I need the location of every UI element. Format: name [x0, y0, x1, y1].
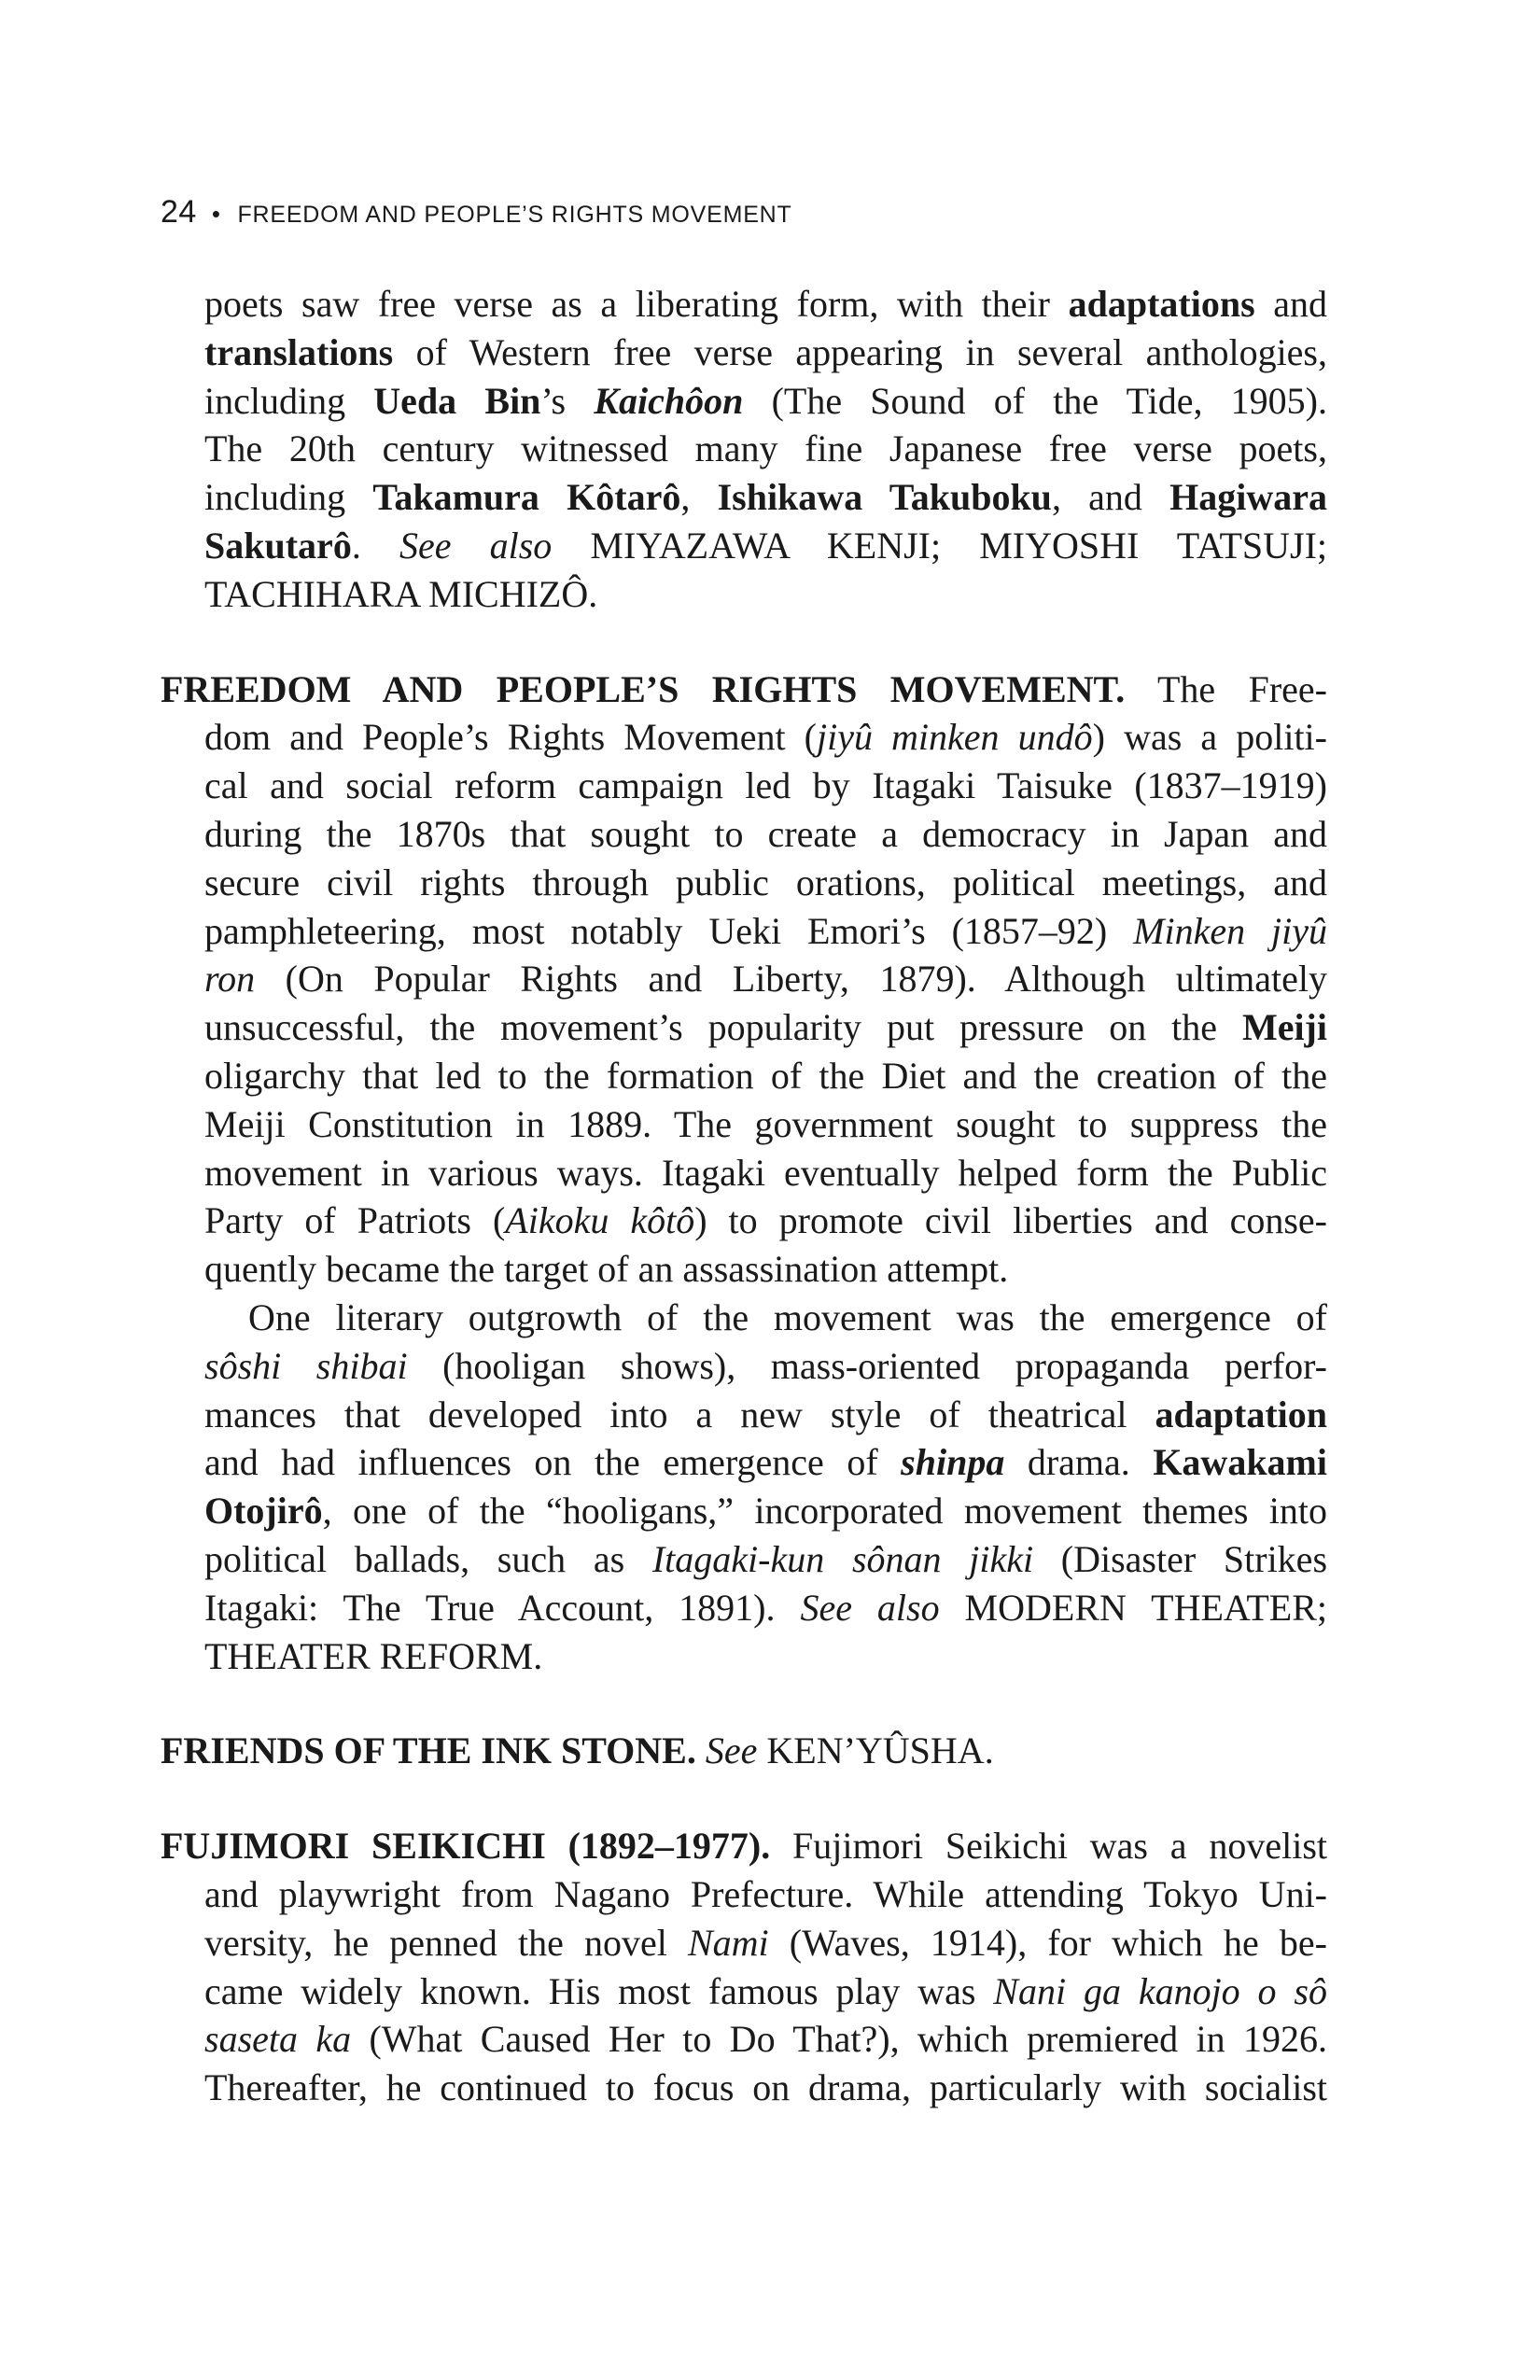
body-text: [161, 280, 1327, 2112]
page-number: 24: [161, 194, 197, 230]
text-line: Thereafter, he continued to focus on drama, particularly with socialist: [204, 2066, 1327, 2109]
text-line: TACHIHARA MICHIZÔ.: [204, 572, 598, 615]
entry-fujimori-seikichi: [161, 1822, 1327, 2112]
text-line: Itagaki: The True Account, 1891). See also MODERN THEATER;: [204, 1586, 1327, 1629]
text-line: movement in various ways. Itagaki eventually helped form the Public: [204, 1151, 1327, 1194]
entry-friends-of-the-ink-stone: [161, 1727, 1327, 1775]
text-line: Sakutarô. See also MIYAZAWA KENJI; MIYOSHI TATSUJI;: [204, 524, 1328, 567]
text-line: Otojirô, one of the “hooligans,” incorporated movement themes into: [204, 1490, 1327, 1533]
cross-reference-target: KEN’YÛSHA.: [757, 1729, 994, 1772]
bullet-separator: •: [211, 200, 221, 228]
entry-heading-line: FREEDOM AND PEOPLE’S RIGHTS MOVEMENT. The Free-: [161, 667, 1328, 710]
text-line: oligarchy that led to the formation of the Diet and the creation of the: [204, 1054, 1327, 1097]
text-line: One literary outgrowth of the movement was the emergence of: [248, 1295, 1327, 1338]
text-line: during the 1870s that sought to create a democracy in Japan and: [204, 812, 1327, 855]
text-line: mances that developed into a new style of theatrical adaptation: [204, 1393, 1327, 1435]
text-line: quently became the target of an assassination attempt.: [204, 1248, 1009, 1291]
text-line: including Takamura Kôtarô, Ishikawa Takuboku, and Hagiwara: [204, 476, 1328, 519]
text-line: sôshi shibai (hooligan shows), mass-oriented propaganda perfor-: [204, 1344, 1327, 1387]
text-line: secure civil rights through public orations, political meetings, and: [204, 861, 1327, 903]
text-line: political ballads, such as Itagaki-kun sônan jikki (Disaster Strikes: [204, 1537, 1328, 1580]
text-line: Meiji Constitution in 1889. The government sought to suppress the: [204, 1102, 1327, 1145]
entry-freedom-and-peoples-rights: [161, 665, 1327, 1681]
entry-headword: FUJIMORI SEIKICHI (1892–1977).: [161, 1825, 771, 1868]
text-line: including Ueda Bin’s Kaichôon (The Sound of the Tide, 1905).: [204, 379, 1328, 422]
text-line: Party of Patriots (Aikoku kôtô) to promote civil liberties and conse-: [204, 1199, 1328, 1242]
text-line: saseta ka (What Caused Her to Do That?), which premiered in 1926.: [204, 2018, 1327, 2061]
text-line: THEATER REFORM.: [204, 1634, 543, 1677]
running-head-title: FREEDOM AND PEOPLE’S RIGHTS MOVEMENT: [237, 202, 792, 228]
text-line: The 20th century witnessed many fine Japanese free verse poets,: [204, 427, 1327, 470]
text-line: translations of Western free verse appearing in several anthologies,: [204, 330, 1327, 373]
text-line: and had influences on the emergence of shinpa drama. Kawakami: [204, 1441, 1327, 1484]
entry-heading-line: FUJIMORI SEIKICHI (1892–1977). Fujimori Seikichi was a novelist: [161, 1825, 1328, 1868]
text-line: versity, he penned the novel Nami (Waves, 1914), for which he be-: [204, 1921, 1327, 1964]
running-head: [161, 194, 792, 231]
text-line: cal and social reform campaign led by Itagaki Taisuke (1837–1919): [204, 764, 1327, 807]
text-line: pamphleteering, most notably Ueki Emori’s (1857–92) Minken jiyû: [204, 909, 1327, 952]
see-reference: See: [705, 1729, 758, 1772]
continued-paragraph: [161, 280, 1327, 619]
entry-headword: FREEDOM AND PEOPLE’S RIGHTS MOVEMENT.: [161, 667, 1126, 710]
text-line: poets saw free verse as a liberating form, with their adaptations and: [204, 283, 1327, 325]
text-line: ron (On Popular Rights and Liberty, 1879). Although ultimately: [204, 958, 1327, 1001]
entry-heading-line: [161, 1727, 1327, 1775]
text-line: and playwright from Nagano Prefecture. While attending Tokyo Uni-: [204, 1872, 1327, 1915]
text-line: unsuccessful, the movement’s popularity put pressure on the Meiji: [204, 1006, 1327, 1049]
text-line: dom and People’s Rights Movement (jiyû minken undô) was a politi-: [204, 716, 1327, 759]
text-line: came widely known. His most famous play was Nani ga kanojo o sô: [204, 1969, 1327, 2012]
entry-headword: FRIENDS OF THE INK STONE.: [161, 1729, 696, 1772]
